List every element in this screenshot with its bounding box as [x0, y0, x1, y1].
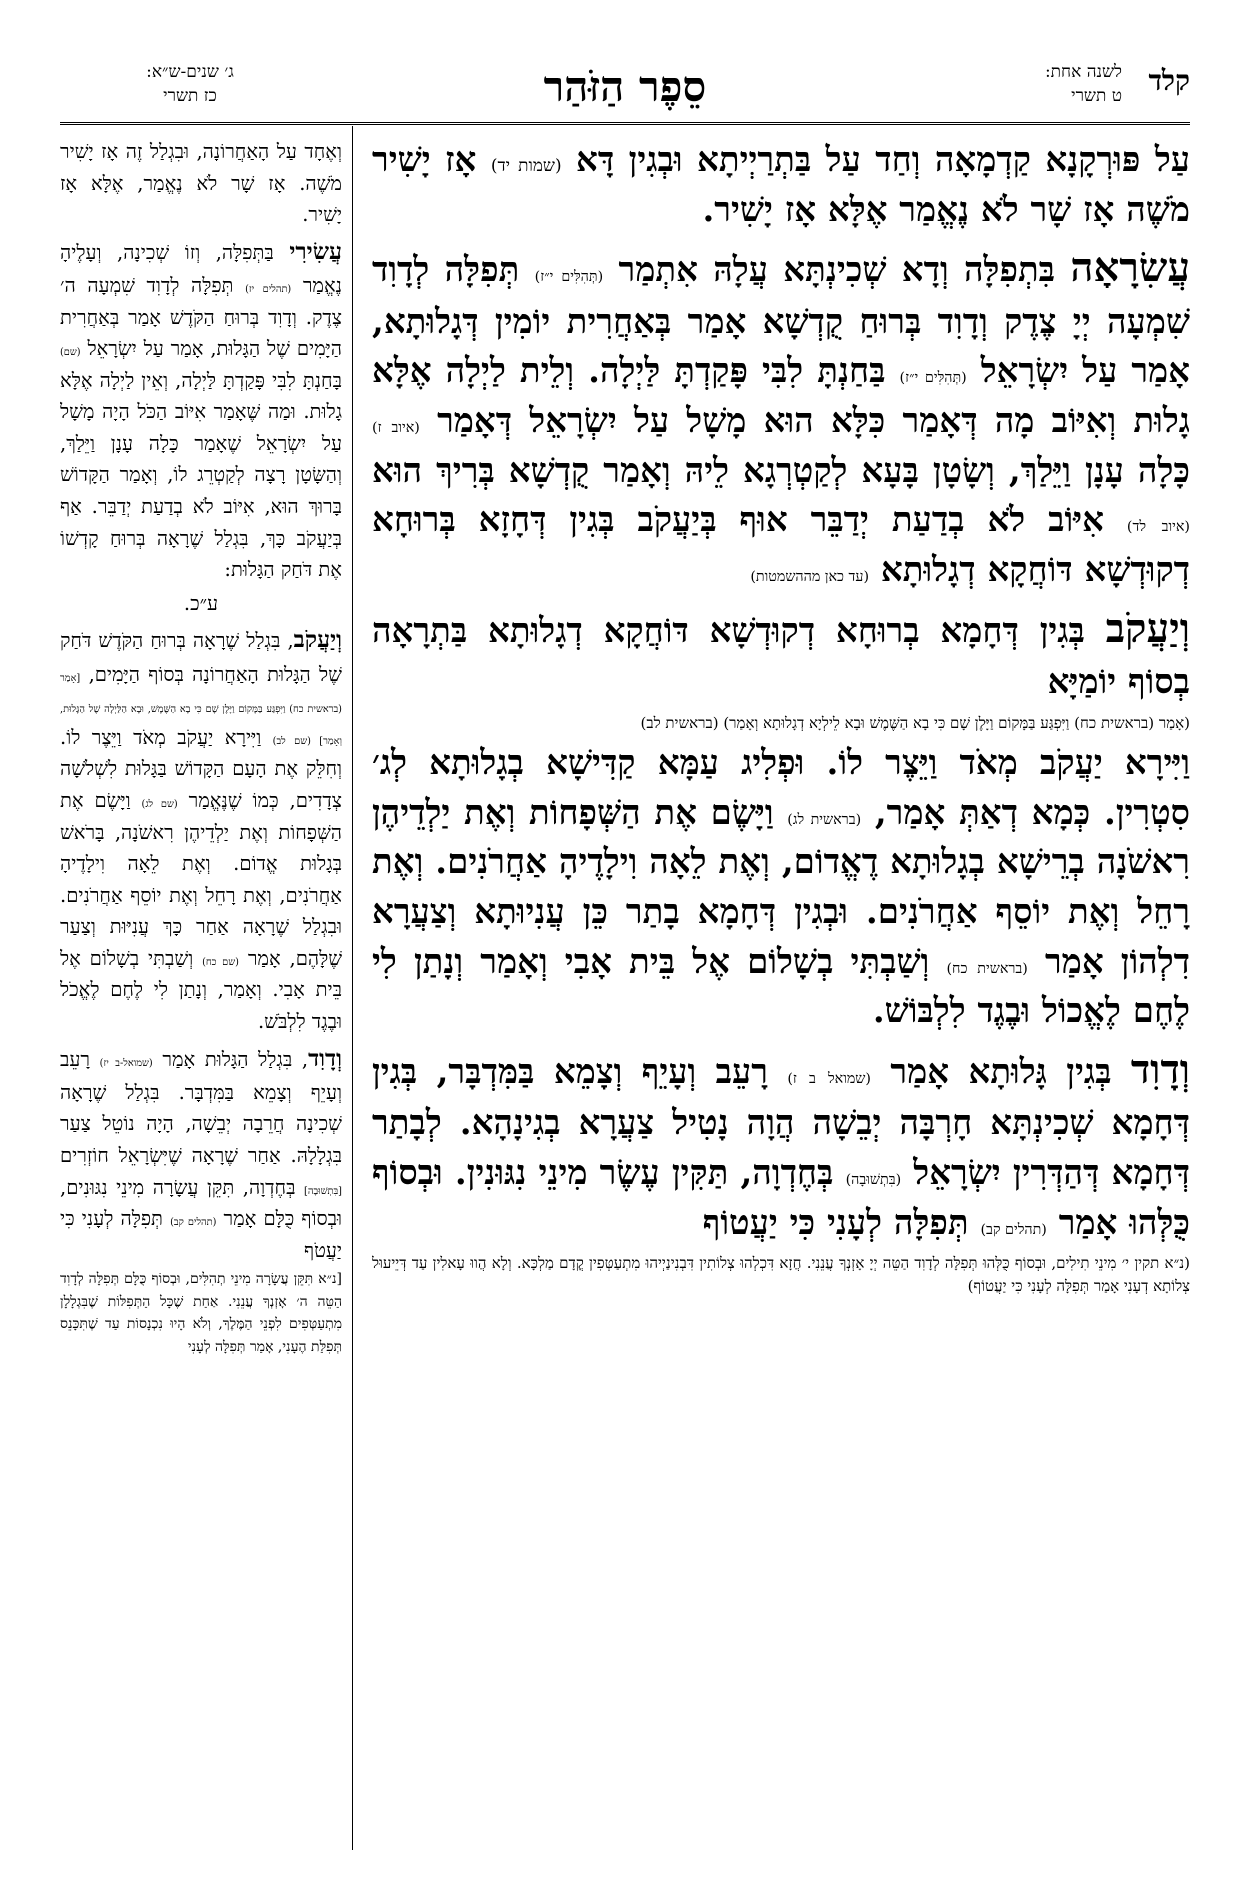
source-reference: (תְּהִלִּים י״ז): [534, 269, 604, 286]
opening-word: וְדָוִד: [1130, 1045, 1190, 1093]
running-header: [60, 60, 1190, 126]
opening-word: עֲשִׂרָאָה: [1070, 244, 1190, 292]
commentary-paragraph-1: וְאֶחָד עַל הָאַחֲרוֹנָה, וּבִגְלַל זֶה אָז יָשִׁיר מֹשֶׁה. אָז שָׁר לֹא נֶאֱמַר, אֶלָּא אָז יָשִׁיר.: [60, 140, 342, 227]
header-rule: [60, 122, 1190, 125]
commentary-paragraph-4: וְדָוִד, בִּגְלַל הַגָּלוּת אָמַר (שמואל-ב יז) רָעֵב וְעָיֵף וְצָמֵא בַּמִּדְבָּר. בִּגְלַל שֶׁרָאָה שְׁכִינָה חֲרֵבָה יְבֵשָׁה, הָיָה נוֹטֵל צַעַר בִּגְלָלָהּ. אַחַר שֶׁרָאָה שֶׁיִּשְׂרָאֵל חוֹזְרִים [בִּתְשׁוּבָה] בְּחֶדְוָה, תִּקֵּן עֲשָׂרָה מִינֵי נִגּוּנִים, וּבְסוֹף כֻּלָּם אָמַר (תהלים קב) תְּפִלָּה לְעָנִי כִּי יַעֲטֹף: [60, 1044, 342, 1262]
header-left-line-2: כז תשרי: [163, 86, 217, 106]
header-left-block: [60, 60, 320, 108]
commentary-column: [60, 136, 342, 1836]
source-reference: (תהלים יז): [245, 284, 292, 296]
column-divider: [352, 126, 353, 1850]
commentary-paragraph-3: וְיַעֲקֹב, בִּגְלַל שֶׁרָאָה בְּרוּחַ הַקֹּדֶשׁ דֹּחַק שֶׁל הַגָּלוּת הָאַחֲרוֹנָה בְּסוֹף הַיָּמִים, [אָמַר (בראשית כח) וַיִּפְגַּע בַּמָּקוֹם וַיָּלֶן שָׁם כִּי בָא הַשֶּׁמֶשׁ, וּבָא הַלַּיְלָה שֶׁל הַגָּלוּת, וְאָמַר] (שם לב) וַיִּירָא יַעֲקֹב מְאֹד וַיֵּצֶר לוֹ. וְחִלֵּק אֶת הָעָם הַקָּדוֹשׁ בַּגָּלוּת לִשְׁלֹשָׁה צְדָדִים, כְּמוֹ שֶׁנֶּאֱמַר (שם לג) וַיָּשֶׂם אֶת הַשְּׁפָחוֹת וְאֶת יַלְדֵיהֶן רִאשֹׁנָה, בָּרֹאשׁ בְּגָלוּת אֱדוֹם. וְאֶת לֵאָה וִילָדֶיהָ אַחֲרֹנִים, וְאֶת רָחֵל וְאֶת יוֹסֵף אַחֲרֹנִים. וּבִגְלַל שֶׁרָאָה אַחַר כָּךְ עֲנִיּוּת וְצַעַר שֶׁלָּהֶם, אָמַר (שם כח) וְשַׁבְתִּי בְשָׁלוֹם אֶל בֵּית אָבִי. וְאָמַר, וְנָתַן לִי לֶחֶם לֶאֱכֹל וּבֶגֶד לִלְבֹּשׁ.: [60, 626, 342, 1034]
source-reference: (שמואל-ב יז): [99, 1057, 153, 1069]
opening-word: וְיַעֲקֹב: [1105, 604, 1190, 652]
source-reference: [בִּתְשׁוּבָה]: [304, 1185, 342, 1197]
source-reference: (איוב לד): [1126, 519, 1190, 536]
header-right-line-1: לשנה אחת:: [1044, 62, 1122, 82]
source-reference: (תְּהִלִּים י״ז): [899, 370, 967, 387]
source-reference: (בראשית כח): [946, 960, 1028, 977]
source-reference: [אָמַר (בראשית כח) וַיִּפְגַּע בַּמָּקוֹם וַיָּלֶן שָׁם כִּי בָא הַשֶּׁמֶשׁ, וּבָא הַלַּיְלָה שֶׁל הַגָּלוּת, וְאָמַר] (שם לב): [60, 672, 342, 747]
main-paragraph-4: וַיִּירָא יַעֲקֹב מְאֹד וַיֵּצֶר לוֹ. וּפְלִיג עַמָּא קַדִּישָׁא בְגָלוּתָא לְג׳ סִטְרִין. כְּמָא דְאַתְּ אָמַר, (בראשית לג) וַיָּשֶׂם אֶת הַשְּׁפָחוֹת וְאֶת יַלְדֵיהֶן רִאשֹׁנָה בְרֵישָׁא בְגָלוּתָא דֶאֱדוֹם, וְאֶת לֵאָה וִילָדֶיהָ אַחֲרֹנִים. וְאֶת רָחֵל וְאֶת יוֹסֵף אַחֲרֹנִים. וּבְגִין דְּחָמָא בָתַר כֵּן עֲנִיוּתָא וְצַעֲרָא דִלְהוֹן אָמַר (בראשית כח) וְשַׁבְתִּי בְשָׁלוֹם אֶל בֵּית אָבִי וְאָמַר וְנָתַן לִי לֶחֶם לֶאֱכוֹל וּבֶגֶד לִלְבּוֹשׁ.: [372, 743, 1190, 1032]
book-title: סֵפֶר הַזֹּהַר: [543, 62, 707, 111]
source-reference: (שמואל ב ז): [787, 1070, 871, 1087]
source-reference: (בראשית לג): [787, 811, 862, 828]
opening-word: וְיַעֲקֹב: [293, 626, 342, 654]
header-right-line-2: ט תשרי: [1071, 86, 1122, 106]
source-reference: (שם): [60, 347, 81, 359]
main-bracketed-note: (אָמַר (בראשית כח) וַיִּפְגַּע בַּמָּקוֹם וַיָּלֶן שָׁם כִּי בָא הַשֶּׁמֶשׁ וּבָא לֵילְיָא דְגָלוּתָא וְאָמַר) (בראשית לב): [640, 713, 1190, 732]
commentary-paragraph-2: עֲשִׂירִי בַּתְּפִלָּה, וְזוֹ שְׁכִינָה, וְעָלֶיהָ נֶאֱמַר (תהלים יז) תְּפִלָּה לְדָוִד שִׁמְעָה ה׳ צֶדֶק. וְדָוִד בְּרוּחַ הַקֹּדֶשׁ אָמַר בְּאַחֲרִית הַיָּמִים שֶׁל הַגָּלוּת, אָמַר עַל יִשְׂרָאֵל (שם) בָּחַנְתָּ לִבִּי פָּקַדְתָּ לַּיְלָה, וְאֵין לַיְלָה אֶלָּא גָלוּת. וּמַה שֶּׁאָמַר אִיּוֹב הַכֹּל הָיָה מָשָׁל עַל יִשְׂרָאֵל שֶׁאָמַר כָּלָה עָנָן וַיֵּלַךְ, וְהַשָּׂטָן רָצָה לְקַטְרֵג לוֹ, וְאָמַר הַקָּדוֹשׁ בָּרוּךְ הוּא, אִיּוֹב לֹא בְדַעַת יְדַבֵּר. אַף בְּיַעֲקֹב כָּךְ, בִּגְלַל שֶׁרָאָה בְּרוּחַ קָדְשׁוֹ אֶת דֹּחַק הַגָּלוּת:: [60, 237, 342, 582]
section-end-mark: ע״כ.: [183, 591, 219, 615]
header-left-line-1: ג׳ שנים-ש״א:: [146, 62, 234, 82]
source-reference: (שם לג): [141, 798, 178, 810]
opening-word: עֲשִׂירִי: [289, 237, 342, 265]
page-number: קלד: [1148, 64, 1190, 97]
source-reference: (תהלים קב): [170, 1217, 217, 1229]
source-reference: (בִּתְשׁוּבָה): [845, 1171, 902, 1188]
main-paragraph-1: עַל פּוּרְקָנָא קַדְמָאָה וְחַד עַל בַּתְרַיְיתָא וּבְגִין דָּא (שמות יד) אָז יָשִׁיר מֹשֶׁה אָז שָׁר לֹא נֶאֱמַר אֶלָּא אָז יָשִׁיר.: [372, 140, 1190, 230]
main-variant-note: (נ״א תקין י׳ מִינֵי תִילִים, וּבְסוֹף כֻּלְּהוּ תְּפִלָּה לְדָוִד הַטֵּה יְיָ אָזְנְךָ עֲנֵנִי. חֲזָא דִּכְלְהוּ צְלוֹתִין דִּבְנִינַיְיהוּ מִתְעַטְּפִין קֳדָם מַלְכָּא. וְלָא הֲווּ עָאלִין עַד דְּיֵיעוּל צְלוֹתָא דְעָנִי אָמַר תְּפִלָּה לְעָנִי כִּי יַעֲטוֹף): [372, 1254, 1190, 1296]
page: [60, 60, 1190, 1850]
source-reference: (איוב ז): [372, 420, 420, 437]
commentary-variant-note: [נ״א תִּקֵּן עֲשָׂרָה מִינֵי תְהִלִּים, וּבְסוֹף כֻּלָּם תְּפִלָּה לְדָוִד הַטֵּה ה׳ אָזְנְךָ עֲנֵנִי. אַחַת שֶׁכָּל הַתְּפִלּוֹת שֶׁבִּגְלָלָן מִתְעַטְּפִים לִפְנֵי הַמֶּלֶךְ, וְלֹא הָיוּ נִכְנָסוֹת עַד שֶׁתִּכָּנֵס תְּפִלַּת הֶעָנִי, אָמַר תְּפִלָּה לְעָנִי: [60, 1271, 342, 1355]
main-paragraph-5: וְדָוִד בְּגִין גָּלוּתָא אָמַר (שמואל ב ז) רָעֵב וְעָיֵף וְצָמֵא בַּמִּדְבָּר, בְּגִין דְּחָמָא שְׁכִינְתָּא חָרְבָּה יְבֵשָׁה הֲוָה נָטִיל צַעֲרָא בְגִינָהָא. לְבָתַר דְּחָמָא דְּהַדְּרִין יִשְׂרָאֵל (בִּתְשׁוּבָה) בְּחֶדְוָה, תַּקִּין עֶשֶׂר מִינֵי נִגּוּנִין. וּבְסוֹף כֻּלְּהוּ אָמַר (תהלים קב) תְּפִלָּה לְעָנִי כִּי יַעֲטוֹף: [372, 1045, 1190, 1243]
source-reference: (שם כח): [202, 956, 239, 968]
source-reference: (שמות יד): [490, 156, 562, 176]
source-reference: (עד כאן מההשמטות): [750, 568, 870, 585]
source-reference: (תהלים קב): [980, 1221, 1047, 1238]
main-text-column: [372, 136, 1190, 1836]
main-paragraph-2: עֲשִׂרָאָה בִּתְפִלָּה וְדָא שְׁכִינְתָּא עֲלָהּ אִתְמַר (תְּהִלִּים י״ז) תְּפִלָּה לְדָוִד שִׁמְעָה יְיָ צֶדֶק וְדָוִד בְּרוּחַ קֻדְשָׁא אָמַר בְּאַחֲרִית יוֹמִין דְּגָלוּתָא, אָמַר עַל יִשְׂרָאֵל (תְּהִלִּים י״ז) בַּחַנְתָּ לִבִּי פָּקַדְתָּ לַּיְלָה. וְלֵית לַיְלָה אֶלָּא גָלוּת וְאִיּוֹב מָה דְּאָמַר כִּלָּא הוּא מָשָׁל עַל יִשְׂרָאֵל דְּאָמַר (איוב ז) כָּלָה עָנָן וַיֵּלַךְ, וְשָׂטָן בָּעָא לְקַטְרְגָא לֵיהּ וְאָמַר קֻדְשָׁא בְּרִיךְ הוּא (איוב לד) אִיּוֹב לֹא בְדַעַת יְדַבֵּר אוּף בְּיַעֲקֹב בְּגִין דְּחָזָא בְּרוּחָא דְקוּדְשָׁא דּוֹחֲקָא דְגָלוּתָא (עד כאן מההשמטות): [372, 244, 1190, 590]
opening-word: וְדָוִד: [308, 1044, 342, 1072]
main-paragraph-3: וְיַעֲקֹב בְּגִין דְּחָמָא בְרוּחָא דְקוּדְשָׁא דּוֹחֲקָא דְגָלוּתָא בַּתְרָאָה בְסוֹף יוֹמַיָּא: [372, 604, 1190, 703]
